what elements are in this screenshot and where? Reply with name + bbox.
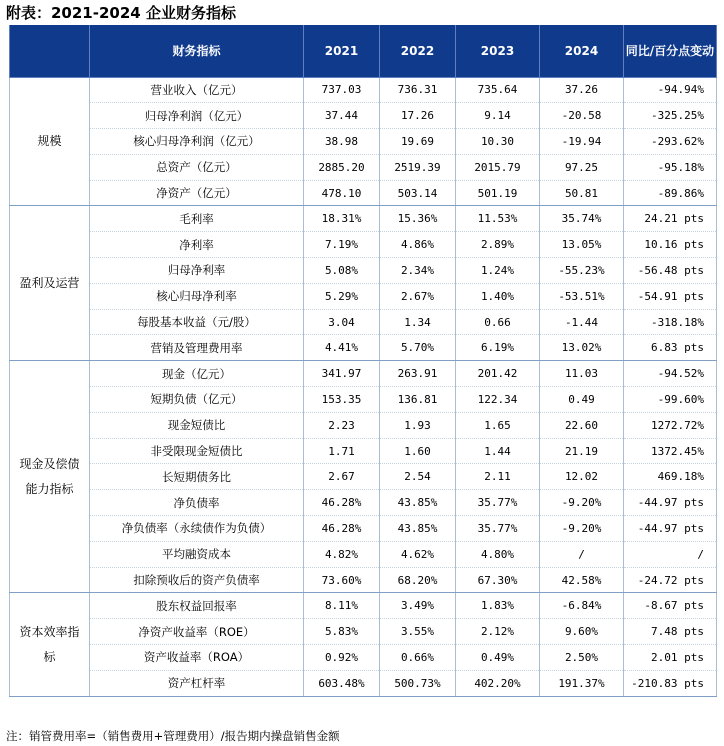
- indicator-name-cell: 现金（亿元）: [90, 361, 304, 387]
- value-2021-cell: 478.10: [304, 180, 380, 206]
- value-2021-cell: 73.60%: [304, 567, 380, 593]
- value-2021-cell: 8.11%: [304, 593, 380, 619]
- indicator-name-cell: 归母净利率: [90, 258, 304, 284]
- value-2023-cell: 2015.79: [456, 154, 540, 180]
- indicator-name-cell: 净资产收益率（ROE）: [90, 619, 304, 645]
- change-cell: -95.18%: [624, 154, 717, 180]
- change-cell: -24.72 pts: [624, 567, 717, 593]
- value-2024-cell: 11.03: [540, 361, 624, 387]
- header-2023: 2023: [456, 25, 540, 77]
- change-cell: 10.16 pts: [624, 232, 717, 258]
- change-cell: -89.86%: [624, 180, 717, 206]
- indicator-name-cell: 净负债率: [90, 490, 304, 516]
- table-row: [10, 438, 717, 464]
- header-change: 同比/百分点变动: [624, 25, 717, 77]
- table-row: [10, 103, 717, 129]
- value-2023-cell: 11.53%: [456, 206, 540, 232]
- table-body: [10, 77, 717, 696]
- value-2024-cell: -9.20%: [540, 490, 624, 516]
- value-2022-cell: 2.67%: [380, 283, 456, 309]
- value-2022-cell: 0.66%: [380, 645, 456, 671]
- value-2022-cell: 3.49%: [380, 593, 456, 619]
- table-row: [10, 232, 717, 258]
- header-category: [10, 25, 90, 77]
- financial-indicators-table: [9, 25, 717, 697]
- indicator-name-cell: 资产杠杆率: [90, 670, 304, 696]
- value-2023-cell: 0.66: [456, 309, 540, 335]
- indicator-name-cell: 非受限现金短债比: [90, 438, 304, 464]
- value-2021-cell: 2.67: [304, 464, 380, 490]
- table-row: [10, 77, 717, 103]
- indicator-name-cell: 长短期债务比: [90, 464, 304, 490]
- value-2024-cell: /: [540, 541, 624, 567]
- table-row: [10, 154, 717, 180]
- change-cell: 469.18%: [624, 464, 717, 490]
- value-2022-cell: 17.26: [380, 103, 456, 129]
- table-row: [10, 180, 717, 206]
- table-row: [10, 361, 717, 387]
- value-2024-cell: 97.25: [540, 154, 624, 180]
- value-2023-cell: 0.49%: [456, 645, 540, 671]
- value-2021-cell: 5.83%: [304, 619, 380, 645]
- value-2022-cell: 263.91: [380, 361, 456, 387]
- value-2024-cell: 9.60%: [540, 619, 624, 645]
- value-2022-cell: 2.54: [380, 464, 456, 490]
- change-cell: 7.48 pts: [624, 619, 717, 645]
- value-2022-cell: 5.70%: [380, 335, 456, 361]
- value-2021-cell: 4.82%: [304, 541, 380, 567]
- value-2023-cell: 4.80%: [456, 541, 540, 567]
- value-2022-cell: 4.62%: [380, 541, 456, 567]
- value-2022-cell: 1.93: [380, 412, 456, 438]
- indicator-name-cell: 现金短债比: [90, 412, 304, 438]
- value-2024-cell: -20.58: [540, 103, 624, 129]
- value-2021-cell: 603.48%: [304, 670, 380, 696]
- value-2023-cell: 35.77%: [456, 516, 540, 542]
- value-2022-cell: 68.20%: [380, 567, 456, 593]
- value-2024-cell: 2.50%: [540, 645, 624, 671]
- header-2021: 2021: [304, 25, 380, 77]
- indicator-name-cell: 资产收益率（ROA）: [90, 645, 304, 671]
- change-cell: /: [624, 541, 717, 567]
- category-cell: 现金及偿债能力指标: [10, 361, 90, 593]
- value-2023-cell: 1.83%: [456, 593, 540, 619]
- value-2023-cell: 1.24%: [456, 258, 540, 284]
- value-2021-cell: 5.08%: [304, 258, 380, 284]
- indicator-name-cell: 平均融资成本: [90, 541, 304, 567]
- value-2022-cell: 43.85%: [380, 490, 456, 516]
- value-2023-cell: 1.65: [456, 412, 540, 438]
- value-2024-cell: 35.74%: [540, 206, 624, 232]
- value-2021-cell: 4.41%: [304, 335, 380, 361]
- change-cell: -44.97 pts: [624, 490, 717, 516]
- change-cell: 1272.72%: [624, 412, 717, 438]
- indicator-name-cell: 短期负债（亿元）: [90, 387, 304, 413]
- value-2021-cell: 5.29%: [304, 283, 380, 309]
- indicator-name-cell: 净利率: [90, 232, 304, 258]
- table-row: [10, 516, 717, 542]
- table-row: [10, 258, 717, 284]
- value-2022-cell: 2.34%: [380, 258, 456, 284]
- value-2021-cell: 1.71: [304, 438, 380, 464]
- indicator-name-cell: 营销及管理费用率: [90, 335, 304, 361]
- value-2023-cell: 2.11: [456, 464, 540, 490]
- indicator-name-cell: 每股基本收益（元/股）: [90, 309, 304, 335]
- value-2024-cell: -19.94: [540, 129, 624, 155]
- indicator-name-cell: 扣除预收后的资产负债率: [90, 567, 304, 593]
- value-2023-cell: 122.34: [456, 387, 540, 413]
- indicator-name-cell: 营业收入（亿元）: [90, 77, 304, 103]
- change-cell: 1372.45%: [624, 438, 717, 464]
- value-2023-cell: 10.30: [456, 129, 540, 155]
- header-2022: 2022: [380, 25, 456, 77]
- value-2022-cell: 1.34: [380, 309, 456, 335]
- value-2021-cell: 46.28%: [304, 516, 380, 542]
- footnote: 注：销管费用率=（销售费用+管理费用）/报告期内操盘销售金额: [6, 729, 340, 743]
- value-2021-cell: 341.97: [304, 361, 380, 387]
- value-2023-cell: 735.64: [456, 77, 540, 103]
- value-2021-cell: 7.19%: [304, 232, 380, 258]
- change-cell: -318.18%: [624, 309, 717, 335]
- value-2021-cell: 0.92%: [304, 645, 380, 671]
- value-2021-cell: 46.28%: [304, 490, 380, 516]
- value-2021-cell: 3.04: [304, 309, 380, 335]
- table-row: [10, 619, 717, 645]
- category-cell: 盈利及运营: [10, 206, 90, 361]
- change-cell: -44.97 pts: [624, 516, 717, 542]
- category-cell: 资本效率指标: [10, 593, 90, 696]
- value-2023-cell: 201.42: [456, 361, 540, 387]
- change-cell: 24.21 pts: [624, 206, 717, 232]
- value-2023-cell: 67.30%: [456, 567, 540, 593]
- table-row: [10, 335, 717, 361]
- change-cell: -94.94%: [624, 77, 717, 103]
- value-2022-cell: 136.81: [380, 387, 456, 413]
- table-row: [10, 387, 717, 413]
- change-cell: -293.62%: [624, 129, 717, 155]
- table-row: [10, 670, 717, 696]
- value-2021-cell: 38.98: [304, 129, 380, 155]
- value-2023-cell: 402.20%: [456, 670, 540, 696]
- value-2021-cell: 2.23: [304, 412, 380, 438]
- indicator-name-cell: 毛利率: [90, 206, 304, 232]
- value-2021-cell: 153.35: [304, 387, 380, 413]
- value-2024-cell: 50.81: [540, 180, 624, 206]
- table-title: 附表：2021-2024 企业财务指标: [6, 4, 236, 22]
- value-2024-cell: 42.58%: [540, 567, 624, 593]
- change-cell: -210.83 pts: [624, 670, 717, 696]
- change-cell: 2.01 pts: [624, 645, 717, 671]
- value-2024-cell: -55.23%: [540, 258, 624, 284]
- value-2024-cell: 13.02%: [540, 335, 624, 361]
- change-cell: -94.52%: [624, 361, 717, 387]
- value-2021-cell: 2885.20: [304, 154, 380, 180]
- indicator-name-cell: 股东权益回报率: [90, 593, 304, 619]
- value-2022-cell: 736.31: [380, 77, 456, 103]
- value-2023-cell: 2.89%: [456, 232, 540, 258]
- table-row: [10, 541, 717, 567]
- value-2021-cell: 37.44: [304, 103, 380, 129]
- header-row: [10, 25, 717, 77]
- value-2024-cell: -9.20%: [540, 516, 624, 542]
- change-cell: -54.91 pts: [624, 283, 717, 309]
- value-2023-cell: 2.12%: [456, 619, 540, 645]
- value-2024-cell: -53.51%: [540, 283, 624, 309]
- category-cell: 规模: [10, 77, 90, 206]
- value-2022-cell: 4.86%: [380, 232, 456, 258]
- value-2023-cell: 35.77%: [456, 490, 540, 516]
- table-row: [10, 309, 717, 335]
- value-2022-cell: 1.60: [380, 438, 456, 464]
- indicator-name-cell: 净负债率（永续债作为负债）: [90, 516, 304, 542]
- value-2024-cell: -1.44: [540, 309, 624, 335]
- value-2024-cell: 13.05%: [540, 232, 624, 258]
- indicator-name-cell: 核心归母净利率: [90, 283, 304, 309]
- value-2024-cell: 21.19: [540, 438, 624, 464]
- header-2024: 2024: [540, 25, 624, 77]
- value-2022-cell: 500.73%: [380, 670, 456, 696]
- value-2022-cell: 2519.39: [380, 154, 456, 180]
- header-indicator: 财务指标: [90, 25, 304, 77]
- value-2023-cell: 9.14: [456, 103, 540, 129]
- value-2024-cell: 12.02: [540, 464, 624, 490]
- change-cell: -325.25%: [624, 103, 717, 129]
- value-2023-cell: 1.44: [456, 438, 540, 464]
- table-row: [10, 412, 717, 438]
- indicator-name-cell: 核心归母净利润（亿元）: [90, 129, 304, 155]
- table-row: [10, 283, 717, 309]
- value-2023-cell: 1.40%: [456, 283, 540, 309]
- indicator-name-cell: 净资产（亿元）: [90, 180, 304, 206]
- indicator-name-cell: 归母净利润（亿元）: [90, 103, 304, 129]
- value-2023-cell: 6.19%: [456, 335, 540, 361]
- value-2024-cell: -6.84%: [540, 593, 624, 619]
- value-2024-cell: 37.26: [540, 77, 624, 103]
- indicator-name-cell: 总资产（亿元）: [90, 154, 304, 180]
- table-row: [10, 593, 717, 619]
- value-2022-cell: 43.85%: [380, 516, 456, 542]
- value-2022-cell: 3.55%: [380, 619, 456, 645]
- value-2021-cell: 18.31%: [304, 206, 380, 232]
- value-2023-cell: 501.19: [456, 180, 540, 206]
- value-2024-cell: 22.60: [540, 412, 624, 438]
- value-2022-cell: 15.36%: [380, 206, 456, 232]
- value-2021-cell: 737.03: [304, 77, 380, 103]
- value-2022-cell: 503.14: [380, 180, 456, 206]
- change-cell: -56.48 pts: [624, 258, 717, 284]
- table-row: [10, 206, 717, 232]
- table-row: [10, 464, 717, 490]
- value-2022-cell: 19.69: [380, 129, 456, 155]
- value-2024-cell: 0.49: [540, 387, 624, 413]
- change-cell: -8.67 pts: [624, 593, 717, 619]
- change-cell: 6.83 pts: [624, 335, 717, 361]
- table-row: [10, 490, 717, 516]
- table-row: [10, 645, 717, 671]
- table-row: [10, 567, 717, 593]
- value-2024-cell: 191.37%: [540, 670, 624, 696]
- change-cell: -99.60%: [624, 387, 717, 413]
- table-row: [10, 129, 717, 155]
